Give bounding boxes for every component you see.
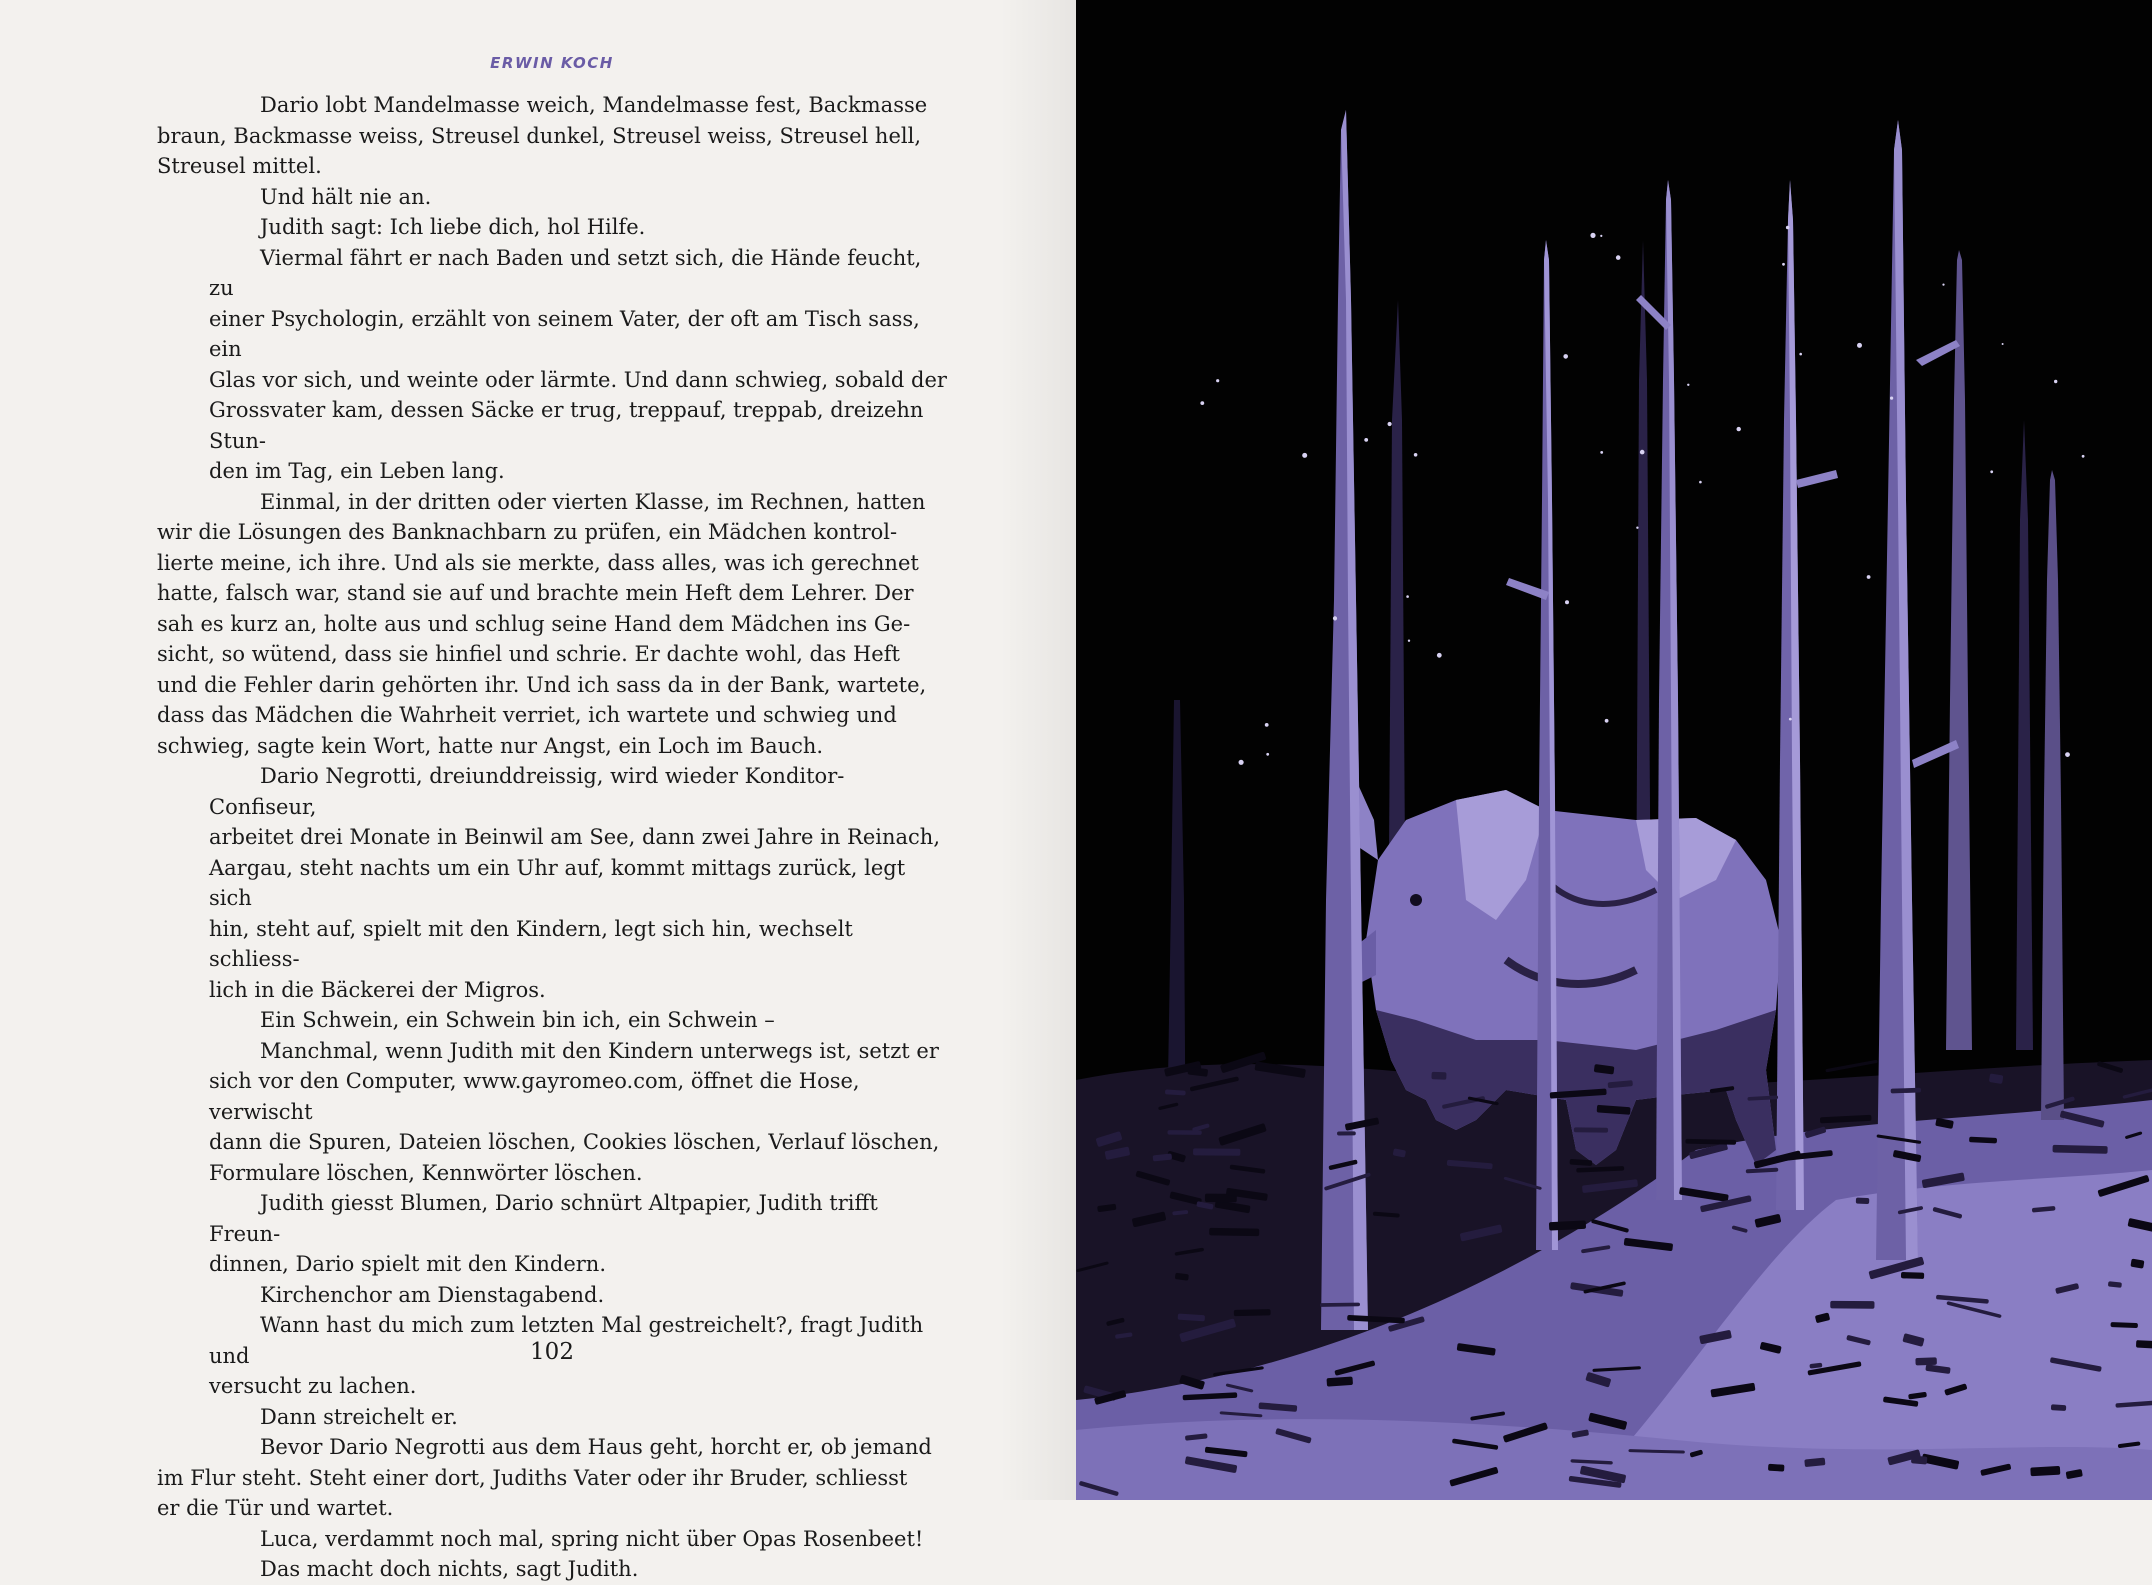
ground-mark (1891, 1088, 1921, 1094)
text-line: lich in die Bäckerei der Migros. (209, 977, 546, 1002)
ground-mark (1574, 1127, 1608, 1132)
star (1406, 595, 1409, 598)
star (1590, 233, 1595, 238)
ground-mark (1549, 1220, 1586, 1230)
text-line: braun, Backmasse weiss, Streusel dunkel, Streusel weiss, Streusel hell, (157, 123, 921, 148)
star (1782, 263, 1785, 266)
ground-mark (1337, 1131, 1356, 1135)
star (1216, 379, 1219, 382)
paragraph (157, 761, 947, 1005)
star (1265, 723, 1269, 727)
page-number: 102 (530, 1339, 574, 1365)
text-line: im Flur steht. Steht einer dort, Judiths Vater oder ihr Bruder, schliesst (157, 1465, 908, 1490)
star (2082, 455, 2085, 458)
ground-mark (1209, 1228, 1259, 1236)
text-line: Aargau, steht nachts um ein Uhr auf, kommt mittags zurück, legt sich (209, 855, 906, 910)
text-line: Einmal, in der dritten oder vierten Klasse, im Rechnen, hatten (260, 489, 926, 514)
paragraph (157, 1036, 947, 1189)
star (1333, 616, 1337, 620)
text-line: dann die Spuren, Dateien löschen, Cookies löschen, Verlauf löschen, (209, 1130, 940, 1154)
text-line: wir die Lösungen des Banknachbarn zu prüfen, ein Mädchen kontrol- (157, 520, 898, 544)
star (1266, 753, 1269, 756)
star (1600, 235, 1602, 237)
text-line: Luca, verdammt noch mal, spring nicht über Opas Rosenbeet! (260, 1526, 924, 1551)
text-line: den im Tag, ein Leben lang. (209, 459, 505, 483)
text-line: Bevor Dario Negrotti aus dem Haus geht, horcht er, ob jemand (260, 1435, 932, 1459)
text-line: und die Fehler darin gehörten ihr. Und ich sass da in der Bank, wartete, (157, 672, 927, 697)
star (1786, 226, 1790, 230)
ground-mark (1327, 1376, 1353, 1386)
ground-mark (2030, 1466, 2060, 1476)
ground-mark (1193, 1148, 1240, 1155)
star (1563, 354, 1568, 359)
text-line: sich vor den Computer, www.gayromeo.com, öffnet die Hose, verwischt (209, 1069, 860, 1124)
paragraph (157, 243, 947, 487)
text-line: Dario Negrotti, dreiunddreissig, wird wieder Konditor-Confiseur, (209, 764, 845, 819)
ground-mark (1915, 1357, 1937, 1365)
star (1364, 438, 1368, 442)
star (1616, 255, 1621, 260)
paragraph (157, 90, 947, 182)
text-line: Kirchenchor am Dienstagabend. (260, 1282, 605, 1307)
star (1414, 453, 1418, 457)
star (1437, 653, 1442, 658)
text-line: Formulare löschen, Kennwörter löschen. (209, 1160, 643, 1185)
ground-mark (2051, 1404, 2066, 1411)
star (1239, 760, 1244, 765)
text-line: Dario lobt Mandelmasse weich, Mandelmasse fest, Backmasse (260, 93, 928, 117)
star (2054, 380, 2057, 383)
text-line: hatte, falsch war, stand sie auf und brachte mein Heft dem Lehrer. Der (157, 581, 914, 605)
star (1942, 284, 1944, 286)
star (2065, 752, 2070, 757)
text-line: Grossvater kam, dessen Säcke er trug, treppauf, treppab, dreizehn Stun- (209, 398, 924, 453)
star (1687, 384, 1689, 386)
ground-mark (1234, 1309, 1271, 1316)
paragraph (157, 1524, 947, 1555)
text-line: Dann streichelt er. (260, 1404, 458, 1429)
text-line: er die Tür und wartet. (157, 1496, 394, 1520)
paragraph (157, 1554, 947, 1585)
paragraph (157, 1402, 947, 1433)
text-line: schwieg, sagte kein Wort, hatte nur Angst, ein Loch im Bauch. (157, 733, 824, 758)
text-line: Judith giesst Blumen, Dario schnürt Altpapier, Judith trifft Freun- (209, 1191, 878, 1246)
text-line: dass das Mädchen die Wahrheit verriet, ich wartete und schwieg und (157, 703, 897, 727)
paragraph (157, 1432, 947, 1524)
text-line: arbeitet drei Monate in Beinwil am See, dann zwei Jahre in Reinach, (209, 825, 940, 849)
text-line: Manchmal, wenn Judith mit den Kindern unterwegs ist, setzt er (260, 1038, 939, 1063)
ground-mark (1901, 1272, 1924, 1279)
running-head: ERWIN KOCH (490, 54, 614, 72)
text-page (0, 0, 1076, 1581)
paragraph (157, 1280, 947, 1311)
star (1640, 450, 1645, 455)
paragraph (157, 1188, 947, 1280)
text-line: sah es kurz an, holte aus und schlug seine Hand dem Mädchen ins Ge- (157, 611, 911, 636)
text-line: Wann hast du mich zum letzten Mal gestreichelt?, fragt Judith und (209, 1313, 924, 1368)
ground-mark (1768, 1464, 1784, 1472)
star (1600, 451, 1603, 454)
star (1408, 640, 1410, 642)
star (1636, 527, 1638, 529)
ground-mark (1320, 1303, 1360, 1307)
text-line: Ein Schwein, ein Schwein bin ich, ein Schwein – (260, 1008, 775, 1032)
text-line: Und hält nie an. (260, 184, 432, 209)
ground-mark (2053, 1145, 2108, 1154)
star (1857, 343, 1862, 348)
text-line: dinnen, Dario spielt mit den Kindern. (209, 1252, 606, 1276)
paragraph (157, 182, 947, 213)
ground-mark (1856, 1198, 1869, 1204)
text-line: einer Psychologin, erzählt von seinem Vater, der oft am Tisch sass, ein (209, 306, 920, 361)
star (1799, 353, 1802, 356)
text-line: Das macht doch nichts, sagt Judith. (260, 1557, 639, 1581)
star (1737, 427, 1741, 431)
ground-mark (1431, 1072, 1446, 1080)
paragraph (157, 212, 947, 243)
text-line: versucht zu lachen. (209, 1374, 417, 1398)
text-line: sicht, so wütend, dass sie hinfiel und schrie. Er dachte wohl, das Heft (157, 642, 900, 666)
text-line: lierte meine, ich ihre. Und als sie merkte, dass alles, was ich gerechnet (157, 550, 919, 575)
text-line: Streusel mittel. (157, 154, 322, 178)
page-gutter-shadow (1000, 0, 1076, 1500)
star (1302, 453, 1307, 458)
paragraph (157, 487, 947, 762)
illustration-page (1076, 0, 2152, 1500)
star (1990, 470, 1993, 473)
text-line: Viermal fährt er nach Baden und setzt sich, die Hände feucht, zu (209, 245, 922, 300)
star (1789, 718, 1792, 721)
text-line: Glas vor sich, und weinte oder lärmte. Und dann schwieg, sobald der (209, 367, 947, 392)
star (1890, 397, 1893, 400)
text-line: Judith sagt: Ich liebe dich, hol Hilfe. (260, 215, 646, 239)
star (1565, 600, 1569, 604)
paragraph (157, 1005, 947, 1036)
star (1605, 719, 1609, 723)
star (1699, 481, 1702, 484)
rhino-forest-illustration (1076, 0, 2152, 1500)
star (1867, 575, 1871, 579)
text-line: hin, steht auf, spielt mit den Kindern, legt sich hin, wechselt schliess- (209, 916, 853, 971)
ground-mark (1830, 1301, 1874, 1309)
star (2002, 343, 2004, 345)
ground-mark (1911, 1455, 1928, 1464)
star (1388, 422, 1392, 426)
star (1200, 401, 1204, 405)
